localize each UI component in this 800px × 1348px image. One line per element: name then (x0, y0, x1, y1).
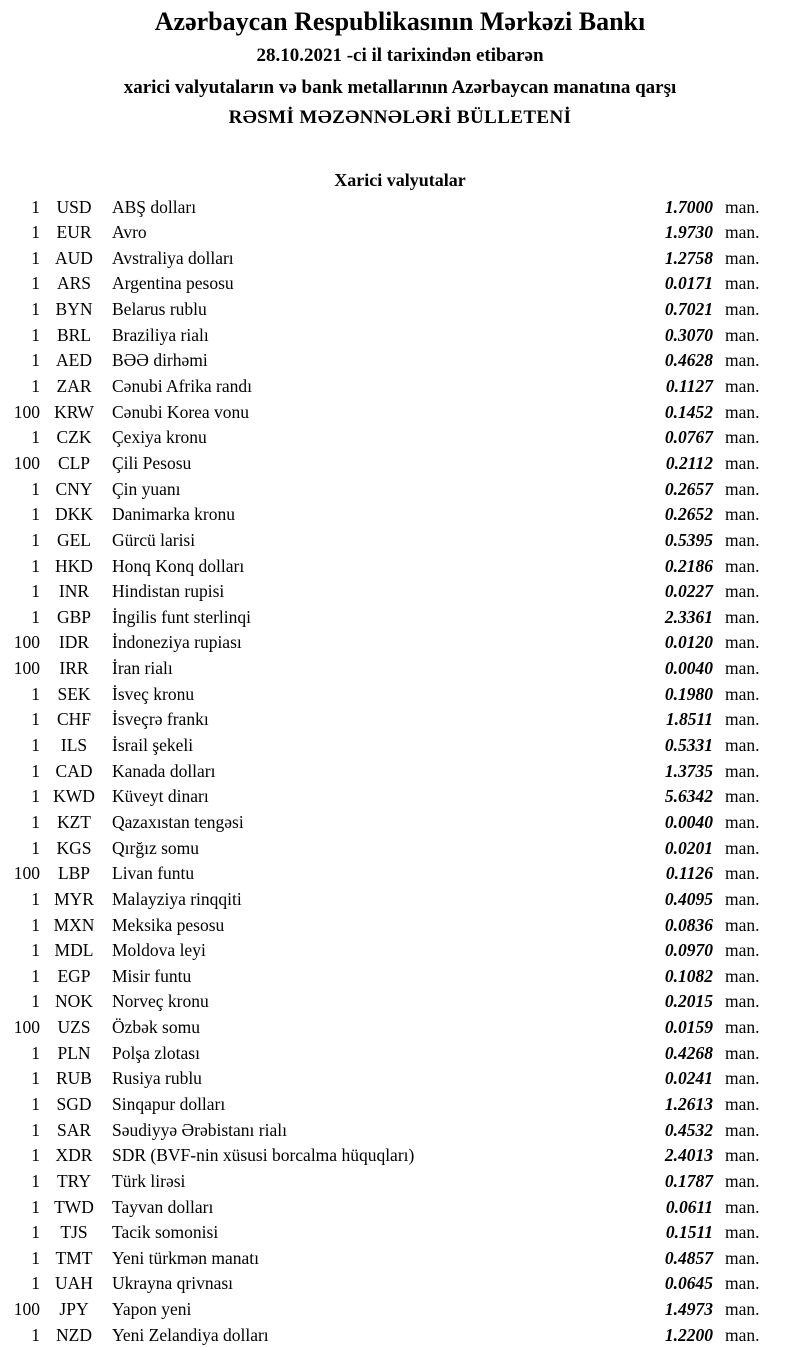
currency-code: CNY (55, 478, 93, 499)
currency-name: İsveçrə frankı (112, 709, 209, 730)
currency-code: KRW (54, 401, 94, 422)
currency-unit: man. (725, 504, 760, 525)
currency-name: Cənubi Afrika randı (112, 376, 252, 397)
currency-name: Hindistan rupisi (112, 581, 225, 602)
currency-name: Çili Pesosu (112, 452, 192, 473)
table-row (0, 913, 800, 939)
currency-unit: man. (725, 273, 760, 294)
table-row (0, 836, 800, 862)
currency-qty: 100 (13, 1017, 40, 1038)
currency-name: ABŞ dolları (112, 196, 197, 217)
currency-code: ZAR (56, 376, 92, 397)
currency-unit: man. (725, 529, 760, 550)
currency-unit: man. (725, 1068, 760, 1089)
currency-rate: 0.0040 (664, 811, 713, 832)
currency-name: İndoneziya rupiası (112, 632, 242, 653)
currency-code: AUD (55, 247, 93, 268)
table-row (0, 1297, 800, 1323)
currency-rate: 2.4013 (664, 1145, 713, 1166)
currency-code: CHF (56, 709, 92, 730)
currency-unit: man. (725, 247, 760, 268)
currency-unit: man. (725, 478, 760, 499)
currency-qty: 1 (31, 350, 40, 371)
currency-rate: 1.8511 (665, 709, 713, 730)
currency-unit: man. (725, 786, 760, 807)
currency-code: MYR (54, 888, 94, 909)
currency-name: Çin yuanı (112, 478, 181, 499)
currency-rate: 0.1127 (665, 376, 713, 397)
currency-code: UZS (57, 1017, 91, 1038)
table-row (0, 374, 800, 400)
currency-rate: 0.0611 (665, 1196, 713, 1217)
currency-code: NZD (56, 1324, 92, 1345)
currency-rate: 0.0836 (664, 914, 713, 935)
currency-qty: 1 (31, 1145, 40, 1166)
table-row (0, 528, 800, 554)
currency-unit: man. (725, 324, 760, 345)
currency-code: HKD (55, 555, 93, 576)
currency-name: Kanada dolları (112, 760, 216, 781)
currency-rate: 0.0645 (664, 1273, 713, 1294)
currency-unit: man. (725, 1145, 760, 1166)
currency-qty: 1 (31, 760, 40, 781)
currency-unit: man. (725, 1119, 760, 1140)
currency-qty: 1 (31, 683, 40, 704)
currency-code: SEK (57, 683, 91, 704)
currency-code: TRY (56, 1170, 92, 1191)
currency-qty: 1 (31, 1222, 40, 1243)
currency-unit: man. (725, 581, 760, 602)
currency-name: Sinqapur dolları (112, 1093, 226, 1114)
currency-name: Belarus rublu (112, 299, 207, 320)
currency-qty: 1 (31, 1042, 40, 1063)
table-row (0, 348, 800, 374)
currency-name: Tacik somonisi (112, 1222, 219, 1243)
currency-rate: 1.9730 (664, 222, 713, 243)
currency-unit: man. (725, 1093, 760, 1114)
currency-name: Yeni türkmən manatı (112, 1247, 259, 1268)
currency-name: SDR (BVF-nin xüsusi borcalma hüquqları) (112, 1145, 415, 1166)
currency-qty: 1 (31, 376, 40, 397)
table-row (0, 579, 800, 605)
currency-name: Moldova leyi (112, 940, 206, 961)
currency-rate: 0.4857 (664, 1247, 713, 1268)
currency-name: Polşa zlotası (112, 1042, 200, 1063)
currency-name: İsveç kronu (112, 683, 195, 704)
currency-rate: 0.0227 (664, 581, 713, 602)
table-row (0, 707, 800, 733)
currency-code: GEL (56, 529, 92, 550)
currency-rate: 1.2200 (664, 1324, 713, 1345)
currency-code: EUR (56, 222, 92, 243)
currency-unit: man. (725, 914, 760, 935)
currency-unit: man. (725, 683, 760, 704)
currency-name: Livan funtu (112, 863, 195, 884)
currency-unit: man. (725, 606, 760, 627)
currency-code: RUB (56, 1068, 92, 1089)
currency-name: İngilis funt sterlinqi (112, 606, 252, 627)
currency-qty: 1 (31, 247, 40, 268)
currency-unit: man. (725, 632, 760, 653)
currency-name: Danimarka kronu (112, 504, 235, 525)
currency-rate: 0.1787 (664, 1170, 713, 1191)
currency-rate: 0.2112 (665, 452, 713, 473)
currency-name: Yapon yeni (112, 1299, 192, 1320)
currency-qty: 1 (31, 196, 40, 217)
currency-name: Özbək somu (112, 1017, 200, 1038)
currency-qty: 1 (31, 299, 40, 320)
currency-unit: man. (725, 863, 760, 884)
currency-rate: 0.4628 (664, 350, 713, 371)
table-row (0, 271, 800, 297)
currency-code: JPY (59, 1299, 89, 1320)
currency-rate: 0.0171 (664, 273, 713, 294)
currency-rate: 0.1511 (665, 1222, 713, 1243)
table-row (0, 1271, 800, 1297)
currency-name: Türk lirəsi (112, 1170, 186, 1191)
currency-qty: 100 (13, 401, 40, 422)
table-row (0, 887, 800, 913)
table-row (0, 1169, 800, 1195)
currency-code: XDR (55, 1145, 93, 1166)
currency-rate: 0.2186 (664, 555, 713, 576)
table-row (0, 630, 800, 656)
currency-unit: man. (725, 1042, 760, 1063)
currency-qty: 1 (31, 222, 40, 243)
bank-name-title: Azərbaycan Respublikasının Mərkəzi Bankı (154, 7, 646, 36)
table-row (0, 759, 800, 785)
currency-unit: man. (725, 735, 760, 756)
currency-code: BRL (56, 324, 92, 345)
currency-qty: 1 (31, 1324, 40, 1345)
currency-qty: 1 (31, 914, 40, 935)
table-row (0, 246, 800, 272)
currency-name: Qırğız somu (112, 837, 200, 858)
table-row (0, 682, 800, 708)
currency-code: MXN (53, 914, 95, 935)
currency-qty: 1 (31, 478, 40, 499)
currency-rate: 1.2758 (664, 247, 713, 268)
currency-unit: man. (725, 709, 760, 730)
currency-qty: 1 (31, 606, 40, 627)
currency-qty: 1 (31, 504, 40, 525)
table-row (0, 605, 800, 631)
currency-unit: man. (725, 376, 760, 397)
table-row (0, 400, 800, 426)
currency-code: CAD (55, 760, 93, 781)
table-row (0, 784, 800, 810)
currency-code: SAR (56, 1119, 92, 1140)
currency-code: AED (56, 350, 92, 371)
currency-rate: 0.0040 (664, 658, 713, 679)
currency-name: Braziliya rialı (112, 324, 209, 345)
table-row (0, 1066, 800, 1092)
currency-unit: man. (725, 452, 760, 473)
currency-qty: 1 (31, 1273, 40, 1294)
table-row (0, 220, 800, 246)
currency-unit: man. (725, 940, 760, 961)
table-row (0, 733, 800, 759)
currency-code: BYN (55, 299, 93, 320)
table-row (0, 861, 800, 887)
currency-rate: 0.2652 (664, 504, 713, 525)
currency-rate: 2.3361 (664, 606, 713, 627)
table-row (0, 1195, 800, 1221)
currency-code: CLP (57, 452, 91, 473)
currency-unit: man. (725, 811, 760, 832)
table-row (0, 656, 800, 682)
currency-unit: man. (725, 1247, 760, 1268)
table-row (0, 1323, 800, 1348)
currency-rate: 1.4973 (664, 1299, 713, 1320)
currency-rate: 0.3070 (664, 324, 713, 345)
currency-code: USD (56, 196, 92, 217)
currency-unit: man. (725, 888, 760, 909)
currency-name: Meksika pesosu (112, 914, 225, 935)
table-row (0, 964, 800, 990)
currency-rate: 1.3735 (664, 760, 713, 781)
currency-name: Avstraliya dolları (112, 247, 234, 268)
currency-name: İran rialı (112, 658, 173, 679)
currency-qty: 100 (13, 658, 40, 679)
currency-qty: 1 (31, 1068, 40, 1089)
currency-qty: 1 (31, 811, 40, 832)
table-row (0, 1220, 800, 1246)
currency-name: Rusiya rublu (112, 1068, 202, 1089)
currency-rate: 0.4532 (664, 1119, 713, 1140)
currency-name: Gürcü larisi (112, 529, 196, 550)
currency-rate: 1.7000 (664, 196, 713, 217)
currency-code: KWD (53, 786, 95, 807)
table-row (0, 554, 800, 580)
currency-rate: 0.2015 (664, 991, 713, 1012)
currency-code: ARS (56, 273, 92, 294)
currency-unit: man. (725, 658, 760, 679)
currency-name: BƏƏ dirhəmi (112, 350, 208, 371)
currency-rate: 0.0767 (664, 427, 713, 448)
currency-qty: 1 (31, 709, 40, 730)
currency-rate: 0.0201 (664, 837, 713, 858)
currency-qty: 1 (31, 529, 40, 550)
table-row (0, 938, 800, 964)
currency-name: Küveyt dinarı (112, 786, 209, 807)
currency-rate: 1.2613 (664, 1093, 713, 1114)
currency-rate: 0.7021 (664, 299, 713, 320)
currency-name: İsrail şekeli (112, 735, 194, 756)
subject-line: xarici valyutaların və bank metallarının Azərbaycan manatına qarşı (123, 76, 677, 98)
bulletin-title: RƏSMİ MƏZƏNNƏLƏRİ BÜLLETENİ (228, 106, 572, 128)
currency-unit: man. (725, 1017, 760, 1038)
currency-qty: 100 (13, 863, 40, 884)
currency-code: KZT (56, 811, 92, 832)
table-row (0, 1041, 800, 1067)
table-row (0, 1015, 800, 1041)
currency-code: TJS (60, 1222, 88, 1243)
currency-qty: 100 (13, 1299, 40, 1320)
currency-qty: 1 (31, 837, 40, 858)
currency-unit: man. (725, 1273, 760, 1294)
currency-unit: man. (725, 1196, 760, 1217)
currency-unit: man. (725, 965, 760, 986)
currency-code: TWD (54, 1196, 94, 1217)
bulletin-header (0, 0, 800, 129)
currency-qty: 1 (31, 324, 40, 345)
currency-code: MDL (54, 940, 94, 961)
currency-unit: man. (725, 350, 760, 371)
currency-qty: 1 (31, 273, 40, 294)
currency-rate: 0.0120 (664, 632, 713, 653)
currency-name: Cənubi Korea vonu (112, 401, 250, 422)
currency-unit: man. (725, 555, 760, 576)
currency-unit: man. (725, 1299, 760, 1320)
currency-code: ILS (60, 735, 88, 756)
currency-rate: 0.0159 (664, 1017, 713, 1038)
currency-qty: 100 (13, 632, 40, 653)
table-row (0, 1143, 800, 1169)
currency-code: DKK (55, 504, 93, 525)
currency-rate: 0.1980 (664, 683, 713, 704)
currency-code: TMT (55, 1247, 93, 1268)
currency-name: Qazaxıstan tengəsi (112, 811, 244, 832)
currency-name: Səudiyyə Ərəbistanı rialı (112, 1119, 287, 1140)
currency-unit: man. (725, 427, 760, 448)
table-row (0, 1118, 800, 1144)
currency-qty: 1 (31, 1247, 40, 1268)
table-row (0, 502, 800, 528)
currency-unit: man. (725, 760, 760, 781)
table-row (0, 477, 800, 503)
effective-date-line: 28.10.2021 -ci il tarixindən etibarən (256, 44, 544, 66)
currency-code: IRR (59, 658, 89, 679)
currency-name: Avro (112, 222, 147, 243)
currency-code: SGD (56, 1093, 92, 1114)
currency-rate: 0.5331 (664, 735, 713, 756)
currency-qty: 1 (31, 555, 40, 576)
currency-code: NOK (55, 991, 93, 1012)
currency-code: GBP (56, 606, 92, 627)
table-row (0, 323, 800, 349)
currency-code: UAH (55, 1273, 93, 1294)
currency-qty: 1 (31, 581, 40, 602)
currency-code: PLN (57, 1042, 91, 1063)
currency-rate: 0.4268 (664, 1042, 713, 1063)
table-row (0, 451, 800, 477)
currency-unit: man. (725, 196, 760, 217)
currency-name: Honq Konq dolları (112, 555, 245, 576)
currency-unit: man. (725, 991, 760, 1012)
currency-code: INR (58, 581, 90, 602)
currency-unit: man. (725, 1222, 760, 1243)
currency-unit: man. (725, 401, 760, 422)
currency-unit: man. (725, 837, 760, 858)
currency-qty: 1 (31, 940, 40, 961)
currency-rate: 0.0241 (664, 1068, 713, 1089)
currency-name: Malayziya rinqqiti (112, 888, 242, 909)
currency-name: Yeni Zelandiya dolları (112, 1324, 269, 1345)
currency-qty: 1 (31, 1196, 40, 1217)
currency-rate: 0.1126 (665, 863, 713, 884)
currency-code: EGP (57, 965, 91, 986)
table-row (0, 1092, 800, 1118)
currency-qty: 1 (31, 1119, 40, 1140)
currency-qty: 1 (31, 1170, 40, 1191)
currency-rate: 0.4095 (664, 888, 713, 909)
currency-name: Tayvan dolları (112, 1196, 214, 1217)
currency-name: Ukrayna qrivnası (112, 1273, 234, 1294)
currency-rate: 0.0970 (664, 940, 713, 961)
currency-qty: 1 (31, 888, 40, 909)
table-row (0, 810, 800, 836)
currency-name: Çexiya kronu (112, 427, 207, 448)
currency-unit: man. (725, 299, 760, 320)
currency-qty: 1 (31, 427, 40, 448)
table-row (0, 297, 800, 323)
currency-code: IDR (58, 632, 90, 653)
currency-code: LBP (57, 863, 91, 884)
section-title-foreign-currencies: Xarici valyutalar (334, 169, 466, 190)
table-row (0, 1246, 800, 1272)
table-row (0, 195, 800, 221)
currency-rate: 0.5395 (664, 529, 713, 550)
currency-qty: 100 (13, 452, 40, 473)
currency-unit: man. (725, 1170, 760, 1191)
currency-name: Norveç kronu (112, 991, 209, 1012)
currency-qty: 1 (31, 1093, 40, 1114)
currency-rate: 0.2657 (664, 478, 713, 499)
currency-qty: 1 (31, 786, 40, 807)
currency-code: CZK (56, 427, 92, 448)
currency-qty: 1 (31, 965, 40, 986)
currency-unit: man. (725, 222, 760, 243)
currency-rate: 0.1452 (664, 401, 713, 422)
currency-qty: 1 (31, 991, 40, 1012)
currency-code: KGS (56, 837, 92, 858)
currency-rate: 5.6342 (664, 786, 713, 807)
table-row (0, 425, 800, 451)
currency-rates-table (0, 195, 800, 1348)
currency-name: Argentina pesosu (112, 273, 234, 294)
currency-unit: man. (725, 1324, 760, 1345)
currency-name: Misir funtu (112, 965, 192, 986)
currency-qty: 1 (31, 735, 40, 756)
currency-rate: 0.1082 (664, 965, 713, 986)
table-row (0, 989, 800, 1015)
